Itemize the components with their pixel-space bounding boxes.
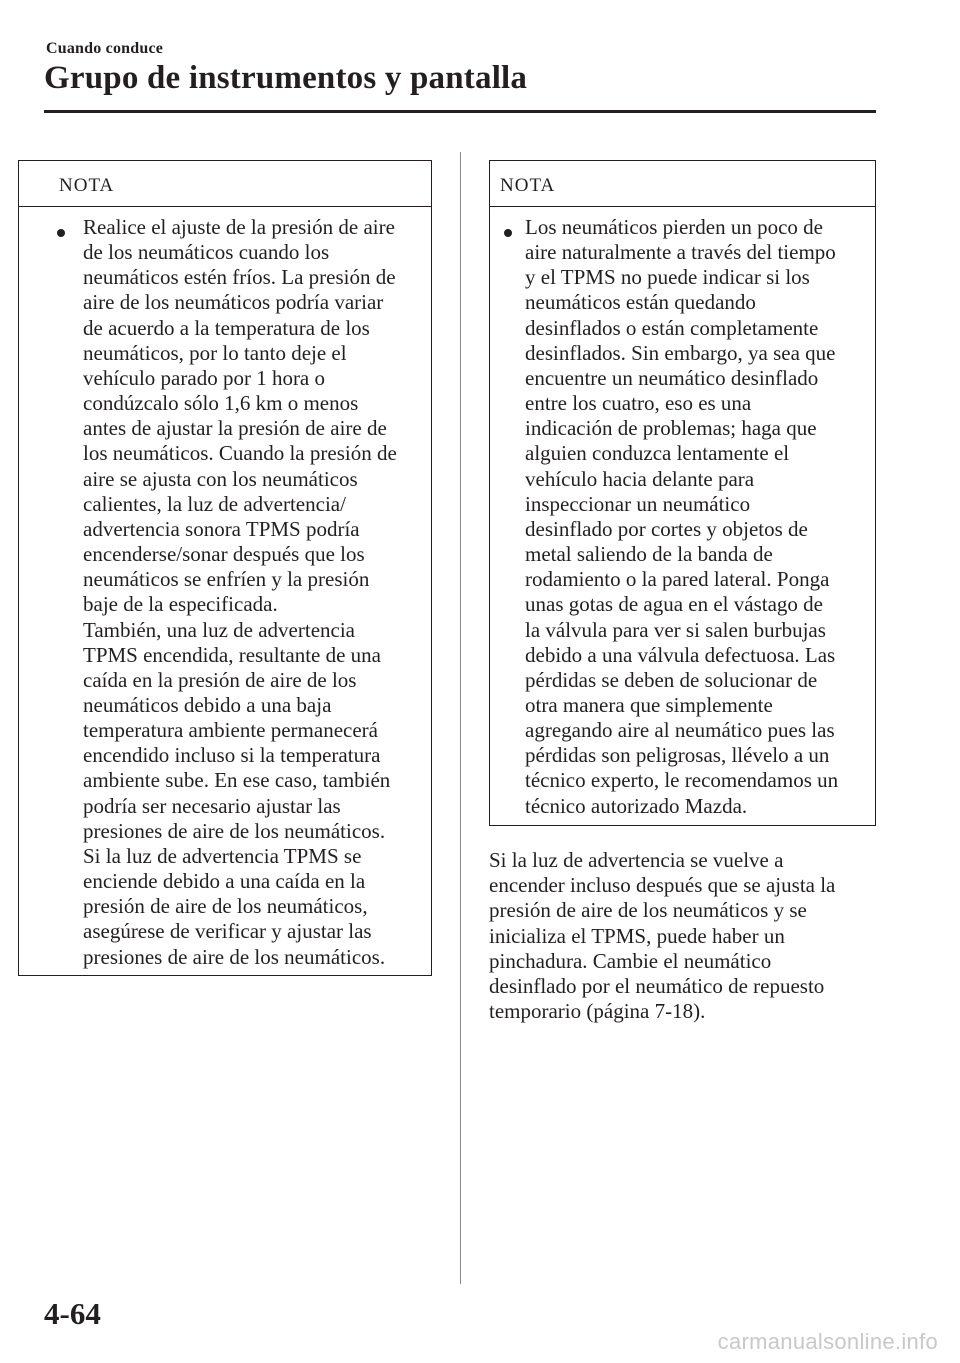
note-body: [490, 207, 875, 829]
note-body: [19, 207, 431, 980]
header-rule: [44, 110, 876, 113]
column-divider: [460, 152, 461, 1284]
note-heading: NOTA: [490, 161, 875, 207]
bullet-icon: [504, 229, 512, 237]
body-paragraph: Si la luz de advertencia se vuelve a encender incluso después que se ajusta la presión de aire de los neumáticos y se inicializa el TPMS, puede haber un pinchadura. Cambie el neumático desinflado por el neumático de repuesto temporario (página 7-18).: [489, 848, 836, 1024]
page-number: 4-64: [44, 1296, 101, 1331]
note-text: Los neumáticos pierden un poco de aire naturalmente a través del tiempo y el TPMS no puede indicar si los neumáticos están quedando desinflados o están completamente desinflados. Sin embargo, ya sea que encuentre un neumático desinflado entre los cuatro, eso es una indicación de problemas; haga que alguien conduzca lentamente el vehículo hacia delante para inspeccionar un neumático desinflado por cortes y objetos de metal saliendo de la banda de rodamiento o la pared lateral. Ponga unas gotas de agua en el vástago de la válvula para ver si salen burbujas debido a una válvula defectuosa. Las pérdidas se deben de solucionar de otra manera que simplemente agregando aire al neumático pues las pérdidas son peligrosas, llévelo a un técnico experto, le recomendamos un técnico autorizado Mazda.: [525, 215, 839, 818]
watermark: carmanualsonline.info: [717, 1329, 938, 1354]
note-box-right: [489, 160, 876, 826]
note-box-left: [18, 160, 432, 976]
bullet-icon: [57, 229, 65, 237]
chapter-title: Grupo de instrumentos y pantalla: [44, 60, 528, 96]
note-text: Realice el ajuste de la presión de aire de los neumáticos cuando los neumáticos estén fríos. La presión de aire de los neumáticos podría variar de acuerdo a la temperatura de los neumáticos, por lo tanto deje el vehículo parado por 1 hora o condúzcalo sólo 1,6 km o menos antes de ajustar la presión de aire de los neumáticos. Cuando la presión de aire se ajusta con los neumáticos calientes, la luz de advertencia/ advertencia sonora TPMS podría encenderse/sonar después que los neumáticos se enfríen y la presión baje de la especificada. También, una luz de advertencia TPMS encendida, resultante de una caída en la presión de aire de los neumáticos debido a una baja temperatura ambiente permanecerá encendido incluso si la temperatura ambiente sube. En ese caso, también podría ser necesario ajustar las presiones de aire de los neumáticos. Si la luz de advertencia TPMS se enciende debido a una caída en la presión de aire de los neumáticos, asegúrese de verificar y ajustar las presiones de aire de los neumáticos.: [83, 215, 397, 969]
note-heading: NOTA: [19, 161, 431, 207]
section-label: Cuando conduce: [46, 40, 164, 57]
